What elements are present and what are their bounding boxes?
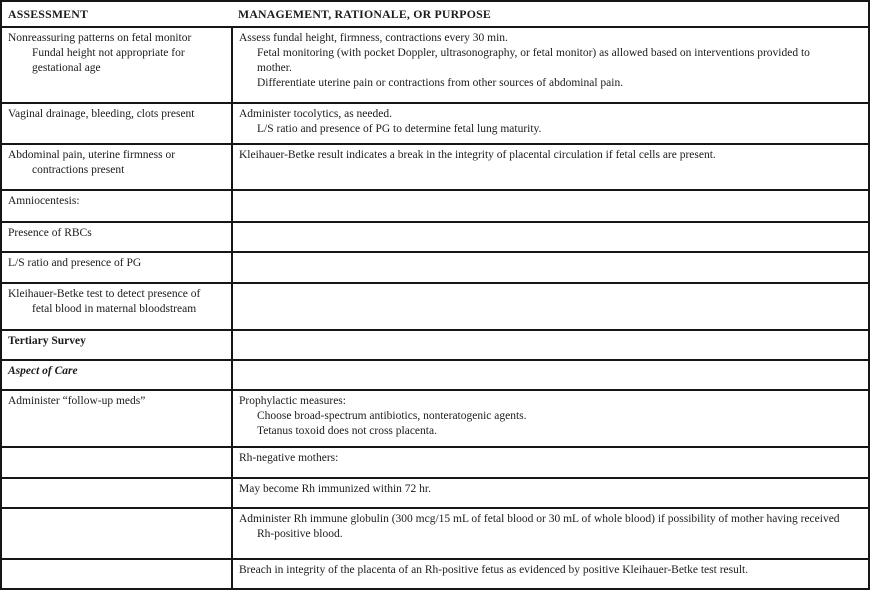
text-line: Rh-negative mothers: <box>239 452 339 464</box>
management-cell <box>232 447 869 478</box>
assessment-cell <box>1 447 232 478</box>
text-line: Vaginal drainage, bleeding, clots present <box>8 108 195 120</box>
management-cell <box>232 390 869 447</box>
text-line: Rh-positive blood. <box>257 528 343 540</box>
management-cell <box>232 27 869 103</box>
text-line: Administer “follow-up meds” <box>8 395 146 407</box>
management-cell <box>232 144 869 190</box>
table-row <box>1 559 869 589</box>
text-line: Kleihauer-Betke test to detect presence of <box>8 288 201 300</box>
text-line: Tetanus toxoid does not cross placenta. <box>257 425 437 437</box>
text-line: May become Rh immunized within 72 hr. <box>239 483 431 495</box>
text-line: Choose broad-spectrum antibiotics, nonteratogenic agents. <box>257 410 527 422</box>
assessment-cell <box>1 222 232 252</box>
table-row <box>1 222 869 252</box>
text-line: contractions present <box>32 164 125 176</box>
assessment-cell <box>1 103 232 144</box>
text-line: Prophylactic measures: <box>239 395 346 407</box>
management-cell <box>232 103 869 144</box>
management-cell <box>232 190 869 222</box>
table-row <box>1 144 869 190</box>
management-cell <box>232 222 869 252</box>
management-cell <box>232 559 869 589</box>
table-row <box>1 27 869 103</box>
text-line: gestational age <box>32 62 101 74</box>
assessment-cell <box>1 283 232 330</box>
text-line: Administer Rh immune globulin (300 mcg/15 mL of fetal blood or 30 mL of whole blood) if possibility of mother having received <box>239 513 840 525</box>
text-line: L/S ratio and presence of PG to determine fetal lung maturity. <box>257 123 542 135</box>
management-cell <box>232 330 869 360</box>
text-line: Breach in integrity of the placenta of an Rh-positive fetus as evidenced by positive Kleihauer-Betke test result. <box>239 564 749 576</box>
text-line: Abdominal pain, uterine firmness or <box>8 149 176 161</box>
assessment-cell <box>1 27 232 103</box>
text-line: L/S ratio and presence of PG <box>8 257 142 269</box>
table-row <box>1 283 869 330</box>
text-line: Administer tocolytics, as needed. <box>239 108 392 120</box>
assessment-cell <box>1 190 232 222</box>
assessment-cell <box>1 144 232 190</box>
assessment-cell <box>1 508 232 559</box>
table-row <box>1 478 869 508</box>
header-management: MANAGEMENT, RATIONALE, OR PURPOSE <box>232 1 869 27</box>
assessment-cell <box>1 252 232 283</box>
table-row <box>1 252 869 283</box>
table-row <box>1 190 869 222</box>
management-cell <box>232 508 869 559</box>
assessment-cell <box>1 360 232 390</box>
assessment-cell <box>1 559 232 589</box>
text-line: mother. <box>257 62 292 74</box>
header-assessment: ASSESSMENT <box>1 1 232 27</box>
table-body <box>1 27 869 589</box>
management-cell <box>232 478 869 508</box>
text-line: Assess fundal height, firmness, contractions every 30 min. <box>239 32 508 44</box>
management-cell <box>232 360 869 390</box>
table-row <box>1 103 869 144</box>
text-line: Fundal height not appropriate for <box>32 47 185 59</box>
text-line: Nonreassuring patterns on fetal monitor <box>8 32 192 44</box>
management-cell <box>232 283 869 330</box>
text-line: Presence of RBCs <box>8 227 92 239</box>
table-row <box>1 447 869 478</box>
text-line: Differentiate uterine pain or contractions from other sources of abdominal pain. <box>257 77 624 89</box>
table-row <box>1 390 869 447</box>
assessment-cell <box>1 478 232 508</box>
text-line: Kleihauer-Betke result indicates a break in the integrity of placental circulation if fetal cells are present. <box>239 149 716 161</box>
text-line: Amniocentesis: <box>8 195 80 207</box>
text-line: Tertiary Survey <box>8 335 86 347</box>
text-line: fetal blood in maternal bloodstream <box>32 303 197 315</box>
management-cell <box>232 252 869 283</box>
assessment-cell <box>1 390 232 447</box>
assessment-cell <box>1 330 232 360</box>
table-row <box>1 330 869 360</box>
table-row <box>1 360 869 390</box>
header-row <box>1 1 869 27</box>
table-row <box>1 508 869 559</box>
table-header <box>1 1 869 27</box>
text-line: Aspect of Care <box>8 365 78 377</box>
text-line: Fetal monitoring (with pocket Doppler, ultrasonography, or fetal monitor) as allowed based on interventions provided to <box>257 47 810 59</box>
